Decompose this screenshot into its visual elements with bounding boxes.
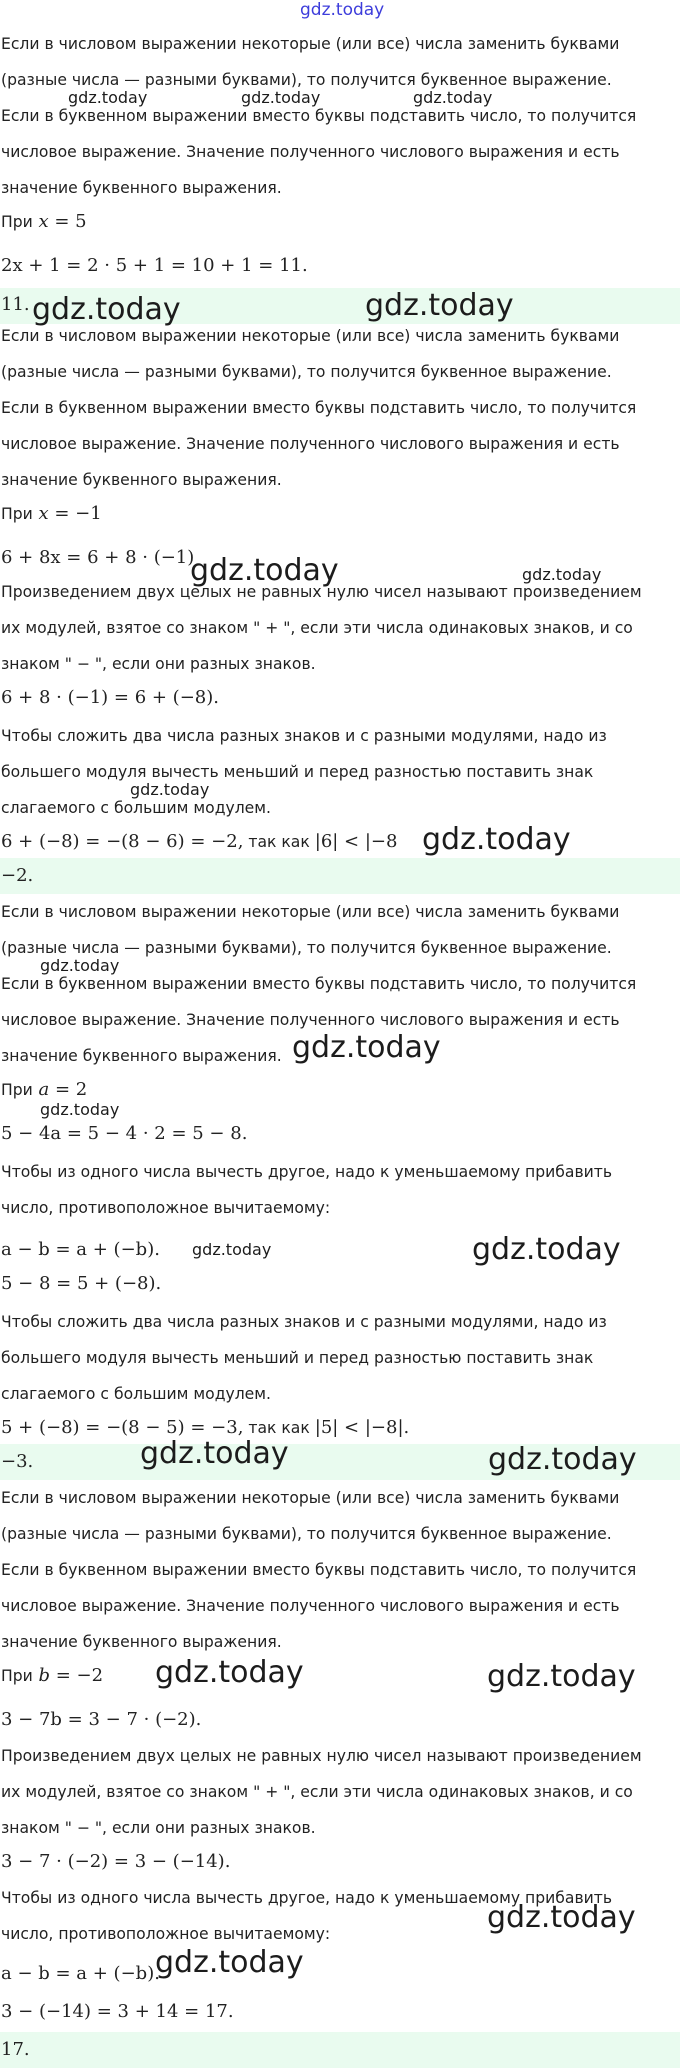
rule-paragraph: Если в буквенном выражении вместо буквы подставить число, то получится (1, 399, 637, 417)
given-value: При a = 2 (1, 1079, 88, 1100)
watermark: gdz.today (32, 292, 181, 327)
rule-paragraph: значение буквенного выражения. (1, 179, 282, 197)
rule-paragraph: Если в буквенном выражении вместо буквы подставить число, то получится (1, 975, 637, 993)
watermark: gdz.today (40, 956, 120, 975)
answer: 11. (1, 294, 30, 315)
watermark: gdz.today (488, 1442, 637, 1477)
given-value: При x = −1 (1, 503, 102, 524)
watermark: gdz.today (192, 1240, 272, 1259)
rule-paragraph: значение буквенного выражения. (1, 1047, 282, 1065)
rule-paragraph: (разные числа — разными буквами), то получится буквенное выражение. (1, 363, 612, 381)
math-expression: 2x + 1 = 2 · 5 + 1 = 10 + 1 = 11. (1, 255, 308, 276)
rule-paragraph: знаком " − ", если они разных знаков. (1, 1819, 316, 1837)
math-expression: 6 + 8x = 6 + 8 · (−1) (1, 547, 195, 568)
rule-paragraph: их модулей, взятое со знаком " + ", если эти числа одинаковых знаков, и со (1, 619, 633, 637)
answer: 17. (1, 2039, 30, 2060)
rule-paragraph: большего модуля вычесть меньший и перед разностью поставить знак (1, 763, 594, 781)
watermark: gdz.today (413, 88, 493, 107)
watermark: gdz.today (422, 822, 571, 857)
answer: −3. (1, 1451, 34, 1472)
rule-paragraph: Чтобы сложить два числа разных знаков и с разными модулями, надо из (1, 1313, 607, 1331)
rule-paragraph: Если в буквенном выражении вместо буквы подставить число, то получится (1, 107, 637, 125)
rule-paragraph: числовое выражение. Значение полученного числового выражения и есть (1, 143, 620, 161)
watermark: gdz.today (130, 780, 210, 799)
answer: −2. (1, 865, 34, 886)
watermark: gdz.today (292, 1030, 441, 1065)
rule-paragraph: знаком " − ", если они разных знаков. (1, 655, 316, 673)
rule-paragraph: значение буквенного выражения. (1, 471, 282, 489)
watermark: gdz.today (40, 1100, 120, 1119)
rule-paragraph: Чтобы из одного числа вычесть другое, надо к уменьшаемому прибавить (1, 1889, 613, 1907)
rule-paragraph: Если в числовом выражении некоторые (или все) числа заменить буквами (1, 903, 620, 921)
math-expression: 5 − 8 = 5 + (−8). (1, 1273, 162, 1294)
math-expression: 5 − 4a = 5 − 4 · 2 = 5 − 8. (1, 1123, 248, 1144)
rule-paragraph: число, противоположное вычитаемому: (1, 1925, 331, 1943)
rule-paragraph: слагаемого с большим модулем. (1, 799, 271, 817)
math-expression: 3 − 7 · (−2) = 3 − (−14). (1, 1851, 231, 1872)
math-expression: 6 + (−8) = −(8 − 6) = −2, так как |6| < |−8 (1, 831, 398, 852)
watermark: gdz.today (68, 88, 148, 107)
rule-paragraph: числовое выражение. Значение полученного числового выражения и есть (1, 1597, 620, 1615)
rule-paragraph: числовое выражение. Значение полученного числового выражения и есть (1, 1011, 620, 1029)
rule-paragraph: Если в числовом выражении некоторые (или все) числа заменить буквами (1, 327, 620, 345)
rule-paragraph: Чтобы из одного числа вычесть другое, надо к уменьшаемому прибавить (1, 1163, 613, 1181)
rule-paragraph: значение буквенного выражения. (1, 1633, 282, 1651)
rule-paragraph: (разные числа — разными буквами), то получится буквенное выражение. (1, 1525, 612, 1543)
watermark: gdz.today (487, 1659, 636, 1694)
rule-paragraph: числовое выражение. Значение полученного числового выражения и есть (1, 435, 620, 453)
math-expression: 5 + (−8) = −(8 − 5) = −3, так как |5| < |−8|. (1, 1417, 410, 1438)
watermark: gdz.today (155, 1945, 304, 1980)
given-value: При x = 5 (1, 211, 87, 232)
math-expression: a − b = a + (−b). (1, 1963, 160, 1984)
rule-paragraph: их модулей, взятое со знаком " + ", если эти числа одинаковых знаков, и со (1, 1783, 633, 1801)
answer-highlight (0, 2032, 680, 2068)
watermark: gdz.today (241, 88, 321, 107)
rule-paragraph: Если в числовом выражении некоторые (или все) числа заменить буквами (1, 1489, 620, 1507)
watermark: gdz.today (155, 1655, 304, 1690)
answer-highlight (0, 858, 680, 894)
watermark: gdz.today (190, 553, 339, 588)
watermark: gdz.today (300, 0, 385, 20)
rule-paragraph: Чтобы сложить два числа разных знаков и с разными модулями, надо из (1, 727, 607, 745)
rule-paragraph: (разные числа — разными буквами), то получится буквенное выражение. (1, 71, 612, 89)
math-expression: a − b = a + (−b). (1, 1239, 160, 1260)
rule-paragraph: Произведением двух целых не равных нулю чисел называют произведением (1, 1747, 642, 1765)
given-value: При b = −2 (1, 1665, 104, 1686)
rule-paragraph: Если в буквенном выражении вместо буквы подставить число, то получится (1, 1561, 637, 1579)
rule-paragraph: слагаемого с большим модулем. (1, 1385, 271, 1403)
watermark: gdz.today (140, 1436, 289, 1471)
rule-paragraph: большего модуля вычесть меньший и перед разностью поставить знак (1, 1349, 594, 1367)
math-expression: 6 + 8 · (−1) = 6 + (−8). (1, 687, 219, 708)
watermark: gdz.today (472, 1232, 621, 1267)
math-expression: 3 − 7b = 3 − 7 · (−2). (1, 1709, 202, 1730)
rule-paragraph: число, противоположное вычитаемому: (1, 1199, 331, 1217)
watermark: gdz.today (365, 288, 514, 323)
watermark: gdz.today (522, 565, 602, 584)
rule-paragraph: (разные числа — разными буквами), то получится буквенное выражение. (1, 939, 612, 957)
rule-paragraph: Если в числовом выражении некоторые (или все) числа заменить буквами (1, 35, 620, 53)
rule-paragraph: Произведением двух целых не равных нулю чисел называют произведением (1, 583, 642, 601)
watermark: gdz.today (487, 1900, 636, 1935)
math-expression: 3 − (−14) = 3 + 14 = 17. (1, 2001, 234, 2022)
